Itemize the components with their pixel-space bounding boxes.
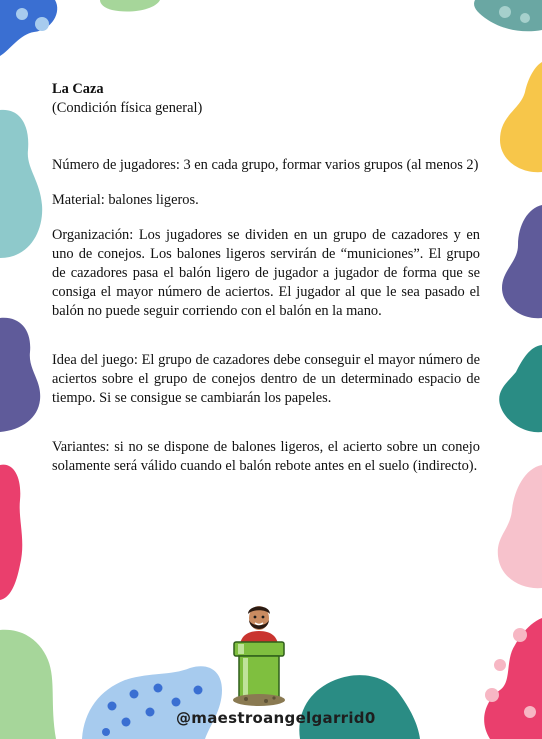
players-paragraph: Número de jugadores: 3 en cada grupo, formar varios grupos (al menos 2) bbox=[52, 157, 479, 173]
blob-right-yellow bbox=[500, 62, 542, 172]
document-body bbox=[52, 80, 480, 476]
blob-right-purple bbox=[502, 205, 542, 318]
blob-bottom-teal bbox=[299, 675, 420, 739]
material-paragraph: Material: balones ligeros. bbox=[52, 192, 199, 208]
bitmoji-avatar-icon bbox=[240, 606, 278, 644]
blob-bottom-right-pink bbox=[484, 618, 542, 739]
blob-left-green bbox=[0, 630, 56, 739]
green-pipe-icon bbox=[233, 642, 285, 706]
blob-top-green bbox=[100, 0, 160, 12]
doc-subtitle: (Condición física general) bbox=[52, 100, 203, 116]
bitmoji-pipe-mascot bbox=[226, 600, 292, 706]
blob-right-teal bbox=[499, 345, 542, 432]
doc-title: La Caza bbox=[52, 81, 104, 97]
organization-paragraph: Organización: Los jugadores se dividen en un grupo de cazadores y en uno de conejos. Los balones ligeros servirán de “municiones”. El grupo de cazadores pasa el balón ligero de jugador a jugador de forma que se consiga el mayor número de aciertos. El jugador al que le sea pasado el balón no puede seguir corriendo con el balón en la mano. bbox=[52, 227, 480, 319]
idea-paragraph: Idea del juego: El grupo de cazadores debe conseguir el mayor número de aciertos sobre el grupo de conejos dentro de un determinado espacio de tiempo. Si se consigue se cambiarán los papeles. bbox=[52, 352, 480, 406]
blob-left-aqua bbox=[0, 110, 42, 258]
blob-left-pink bbox=[0, 465, 22, 600]
blob-right-light-pink bbox=[498, 465, 542, 588]
author-handle: @maestroangelgarrid0 bbox=[176, 709, 376, 727]
blob-top-left-blue bbox=[0, 0, 57, 56]
blob-bottom-blue bbox=[82, 666, 222, 739]
variants-paragraph: Variantes: si no se dispone de balones ligeros, el acierto sobre un conejo solamente será válido cuando el balón rebote antes en el suelo (indirecto). bbox=[52, 439, 480, 474]
blob-left-purple bbox=[0, 318, 40, 432]
